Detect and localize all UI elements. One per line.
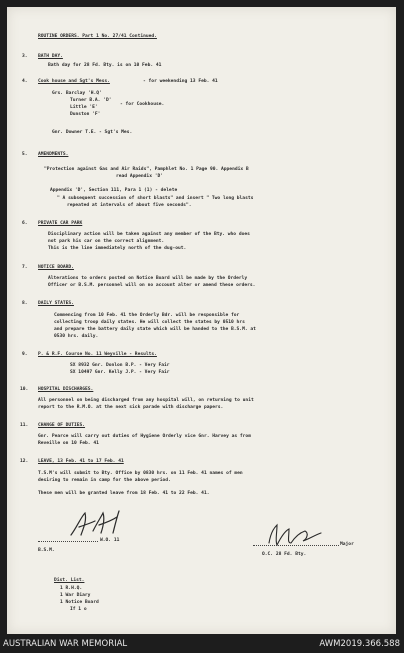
roster-note: - for Cookhouse. xyxy=(120,102,165,107)
section-text: SX 8932 Gnr. Donlon B.P. - Very Fair xyxy=(70,363,170,368)
section-text: All personnel on being discharged from any hospital will, on returning to unit xyxy=(38,398,254,403)
roster-line: Little 'E' xyxy=(70,105,98,110)
distribution-item: 1 Notice Board xyxy=(60,600,99,605)
section-text: "Protection against Gas and Air Raids", Pamphlet No. 1 Page 90. Appendix B xyxy=(44,167,249,172)
distribution-item: 1 War Diary xyxy=(60,593,91,598)
oc-rank: Major xyxy=(340,542,354,547)
section-number: 7. xyxy=(22,265,28,270)
section-text: T.S.M's will submit to Bty. Office by 0830 hrs. on 11 Feb. 41 names of men xyxy=(38,471,243,476)
section-heading: LEAVE, 13 Feb. 41 to 17 Feb. 41 xyxy=(38,459,124,464)
section-number: 5. xyxy=(22,152,28,157)
section-heading: NOTICE BOARD. xyxy=(38,265,74,270)
section-heading: PRIVATE CAR PARK xyxy=(38,221,83,226)
section-text: Gnr. Pearce will carry out duties of Hygiene Orderly vice Gnr. Harvey as from xyxy=(38,434,251,439)
distribution-item: 1 R.H.Q. xyxy=(60,586,83,591)
bsm-signature xyxy=(67,507,129,541)
document-header: ROUTINE ORDERS. Part 1 No. 27/41 Continued. xyxy=(38,34,157,39)
bsm-title: B.S.M. xyxy=(38,548,55,553)
section-heading: P. & R.F. Course No. 11 Weyville - Results. xyxy=(38,352,157,357)
section-number: 10. xyxy=(20,387,29,392)
section-number: 4. xyxy=(22,79,28,84)
distribution-heading: Dist. List. xyxy=(54,578,85,583)
bsm-rank: W.O. 11 xyxy=(100,538,120,543)
section-text: Appendix 'D', Section 111, Para 1 (1) - delete xyxy=(50,188,178,193)
section-text: Bath day for 28 Fd. Bty. is on 10 Feb. 41 xyxy=(48,63,162,68)
section-heading: Cook house and Sgt's Mess. xyxy=(38,79,110,84)
section-number: 3. xyxy=(22,54,28,59)
section-text: Officer or B.S.M. personnel will on no account alter or amend these orders. xyxy=(48,283,256,288)
footer-accession-number: AWM2019.366.588 xyxy=(319,639,400,649)
section-text: not park his car on the correct alignment. xyxy=(48,239,165,244)
section-text: Commencing from 10 Feb. 41 the Orderly Bdr. will be responsible for xyxy=(54,313,240,318)
roster-line: Turner B.A. 'D' xyxy=(70,98,112,103)
oc-signature xyxy=(265,521,325,551)
section-text: Reveille on 10 Feb. 41 xyxy=(38,441,99,446)
bsm-signature-line xyxy=(38,541,98,542)
section-heading: AMENDMENTS. xyxy=(38,152,69,157)
oc-signature-line xyxy=(253,545,339,546)
section-number: 6. xyxy=(22,221,28,226)
section-text: and prepare the battery daily state which will be handed to the B.S.M. at xyxy=(54,327,256,332)
section-text: " A subsequent succession of short blasts" and insert " Two long blasts xyxy=(57,196,254,201)
section-number: 11. xyxy=(20,423,29,428)
section-text: read Appendix 'D' xyxy=(116,174,164,179)
section-heading: DAILY STATES. xyxy=(38,301,74,306)
footer-bar xyxy=(0,635,404,653)
document-page xyxy=(7,7,396,634)
roster-line: Gnr. Downer T.E. - Sgt's Mes. xyxy=(52,130,133,135)
section-text: Alterations to orders posted on Notice Board will be made by the Orderly xyxy=(48,276,248,281)
section-number: 12. xyxy=(20,459,29,464)
roster-line: Dunston 'F' xyxy=(70,112,101,117)
section-number: 8. xyxy=(22,301,28,306)
section-heading-suffix: - for weekending 13 Feb. 41 xyxy=(143,79,218,84)
footer-institution: AUSTRALIAN WAR MEMORIAL xyxy=(3,639,128,649)
roster-line: Grs. Barclay 'H.Q' xyxy=(52,91,102,96)
section-text: report to the R.M.O. at the next sick parade with discharge papers. xyxy=(38,405,224,410)
section-number: 9. xyxy=(22,352,28,357)
section-text: This is the line immediately north of the dug-out. xyxy=(48,246,187,251)
section-text: desiring to remain in camp for the above period. xyxy=(38,478,171,483)
section-heading: BATH DAY. xyxy=(38,54,63,59)
section-text: These men will be granted leave from 18 Feb. 41 to 22 Feb. 41. xyxy=(38,491,210,496)
oc-title: O.C. 28 Fd. Bty. xyxy=(262,552,307,557)
section-text: collecting troop daily states. He will collect the states by 0510 hrs xyxy=(54,320,245,325)
section-heading: HOSPITAL DISCHARGES. xyxy=(38,387,94,392)
section-text: SX 10497 Gnr. Kelly J.P. - Very Fair xyxy=(70,370,170,375)
section-heading: CHANGE OF DUTIES. xyxy=(38,423,86,428)
section-text: repeated at intervals of about five seconds". xyxy=(67,203,192,208)
distribution-item: If 1 o xyxy=(70,607,87,612)
section-text: 0530 hrs. daily. xyxy=(54,334,99,339)
section-text: Disciplinary action will be taken against any member of the Bty. who does xyxy=(48,232,250,237)
